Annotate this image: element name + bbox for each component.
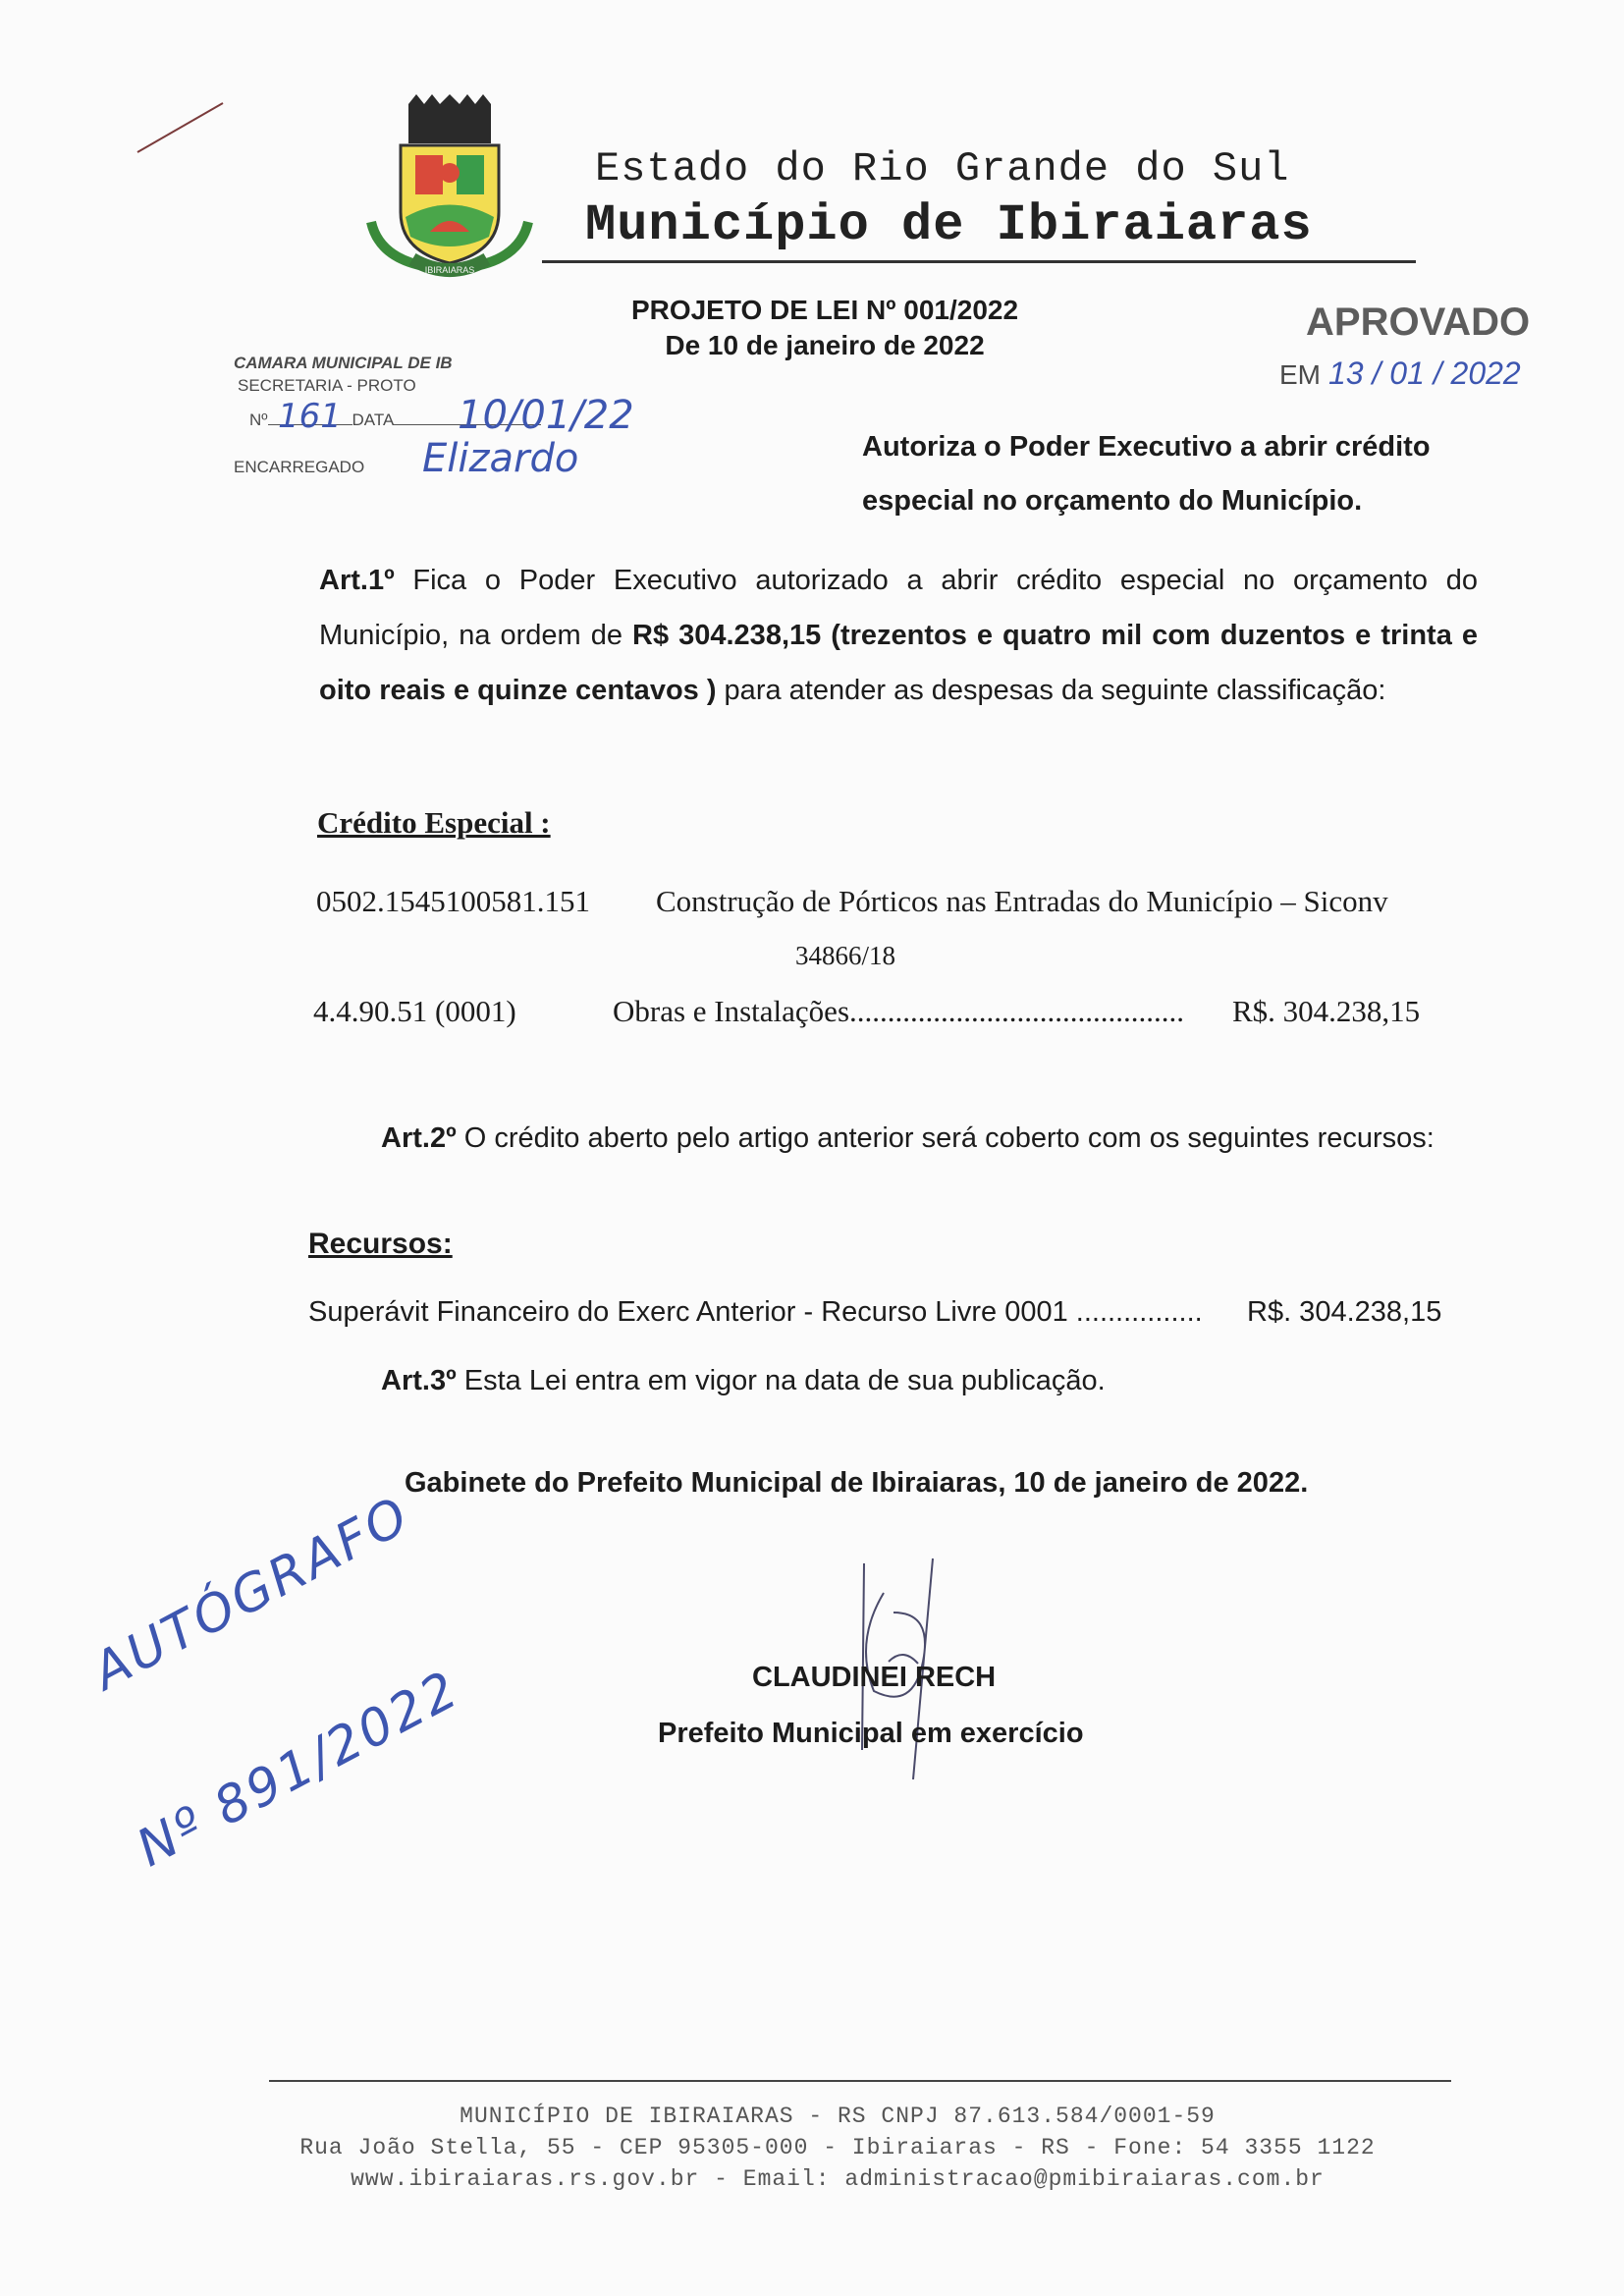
coat-of-arms-text: IBIRAIARAS bbox=[424, 265, 475, 275]
document-title bbox=[550, 293, 1100, 363]
protocol-number-value: 161 bbox=[278, 397, 342, 436]
protocol-data-label: DATA bbox=[352, 410, 395, 429]
classification-value: R$. 304.238,15 bbox=[1232, 994, 1421, 1028]
coat-of-arms-logo bbox=[361, 94, 538, 281]
article-1-amount: R$ 304.238,15 (trezentos e quatro mil com duzentos e trinta e oito reais e quinze centavos ) bbox=[319, 620, 1478, 706]
classification-element-description: Obras e Instalações............................................ bbox=[613, 994, 1185, 1028]
classification-element: 4.4.90.51 (0001) bbox=[313, 994, 516, 1028]
header-divider bbox=[542, 260, 1416, 263]
classification-siconv: 34866/18 bbox=[795, 941, 896, 970]
signer-name: CLAUDINEI RECH bbox=[752, 1662, 997, 1693]
signer-role: Prefeito Municipal em exercício bbox=[658, 1718, 1084, 1749]
bill-date: De 10 de janeiro de 2022 bbox=[665, 330, 985, 360]
recursos-value: R$. 304.238,15 bbox=[1247, 1296, 1442, 1328]
approved-date-value: 13 / 01 / 2022 bbox=[1328, 355, 1521, 391]
classification-description: Construção de Pórticos nas Entradas do Município – Siconv bbox=[656, 884, 1388, 918]
article-1-label: Art.1º bbox=[319, 565, 395, 596]
footer-cnpj: MUNICÍPIO DE IBIRAIARAS - RS CNPJ 87.613.584/0001-59 bbox=[460, 2104, 1216, 2129]
footer-divider bbox=[269, 2080, 1451, 2082]
bill-number: PROJETO DE LEI Nº 001/2022 bbox=[630, 295, 1019, 325]
ementa: Autoriza o Poder Executivo a abrir crédito especial no orçamento do Município. bbox=[862, 431, 1431, 517]
article-2 bbox=[310, 1118, 1469, 1159]
recursos-title: Recursos: bbox=[308, 1228, 453, 1260]
article-2-text: O crédito aberto pelo artigo anterior será coberto com os seguintes recursos: bbox=[456, 1122, 1435, 1154]
protocol-date-value: 10/01/22 bbox=[458, 393, 634, 438]
credito-especial-title: Crédito Especial : bbox=[317, 805, 551, 840]
protocol-n-label: Nº bbox=[249, 410, 268, 429]
pen-mark bbox=[133, 98, 231, 157]
classification-code: 0502.1545100581.151 bbox=[316, 884, 590, 918]
municipality-name: Município de Ibiraiaras bbox=[585, 196, 1313, 254]
protocol-camara: CAMARA MUNICIPAL DE IB bbox=[234, 354, 453, 372]
protocol-secretaria: SECRETARIA - PROTO bbox=[238, 376, 416, 395]
state-name: Estado do Rio Grande do Sul bbox=[595, 145, 1290, 192]
article-1 bbox=[319, 553, 1478, 718]
footer-contact: www.ibiraiaras.rs.gov.br - Email: administracao@pmibiraiaras.com.br bbox=[351, 2166, 1325, 2192]
approved-stamp: APROVADO bbox=[1306, 301, 1531, 344]
footer-address: Rua João Stella, 55 - CEP 95305-000 - Ibiraiaras - RS - Fone: 54 3355 1122 bbox=[299, 2135, 1376, 2160]
article-2-label: Art.2º bbox=[381, 1122, 457, 1154]
article-3-label: Art.3º bbox=[381, 1365, 457, 1396]
approved-date bbox=[1279, 355, 1521, 392]
article-1-text-b: para atender as despesas da seguinte classificação: bbox=[716, 675, 1386, 706]
article-3 bbox=[381, 1365, 1106, 1397]
protocol-encarregado-signature: Elizardo bbox=[422, 436, 579, 481]
handwritten-autografo: AUTÓGRAFO bbox=[83, 1485, 420, 1702]
recursos-line: Superávit Financeiro do Exerc Anterior - Recurso Livre 0001 ................ bbox=[308, 1296, 1203, 1328]
article-1-text-a: Fica o Poder Executivo autorizado a abrir crédito especial no orçamento do Município, na ordem de bbox=[319, 565, 1478, 651]
article-3-text: Esta Lei entra em vigor na data de sua publicação. bbox=[456, 1365, 1106, 1396]
approved-em-label: EM bbox=[1279, 359, 1321, 390]
handwritten-autografo-number: Nº 891/2022 bbox=[128, 1660, 469, 1879]
protocol-encarregado-label: ENCARREGADO bbox=[234, 458, 365, 476]
closing-place-date: Gabinete do Prefeito Municipal de Ibiraiaras, 10 de janeiro de 2022. bbox=[405, 1467, 1309, 1499]
